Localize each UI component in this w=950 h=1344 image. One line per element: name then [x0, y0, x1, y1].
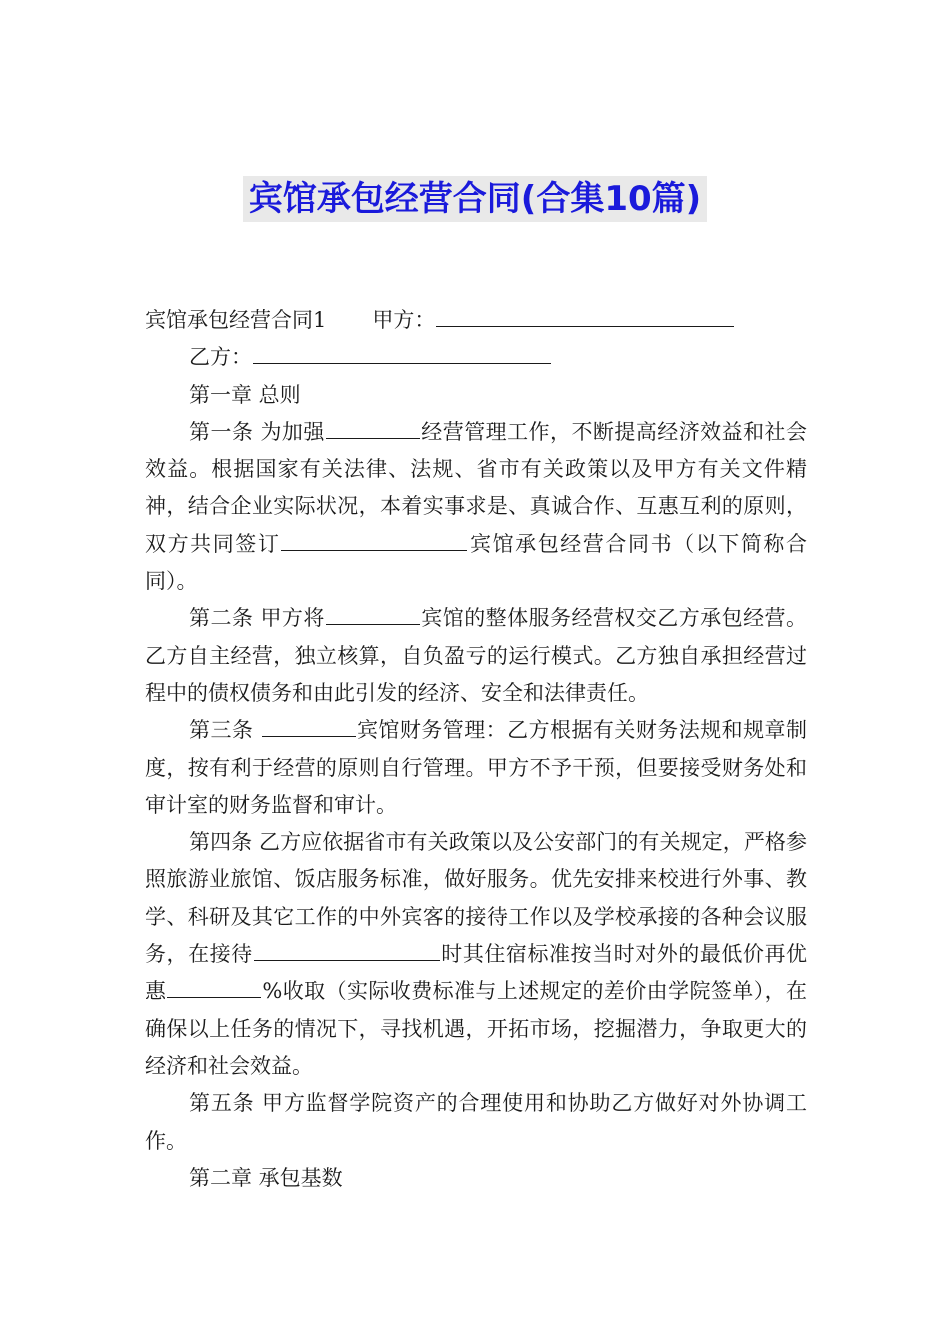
document-title: 宾馆承包经营合同(合集10篇) — [243, 176, 707, 222]
party-b-label: 乙方： — [189, 345, 252, 370]
article-2 — [145, 600, 807, 712]
article-1-blank-2 — [281, 528, 467, 551]
party-a-blank — [436, 304, 734, 327]
article-3-lead: 第三条 — [189, 718, 261, 743]
contract-label: 宾馆承包经营合同1 — [145, 308, 327, 332]
document-body — [145, 302, 807, 1197]
article-1-text: 经营管理工作，不断提高经济效益和社会效益。根据国家有关法律、法规、省市有关政策以及甲方有关文件精神，结合企业实际状况，本着实事求是、真诚合作、互惠互利的原则，双方共同签订 — [145, 419, 807, 556]
article-3-blank — [262, 714, 356, 737]
article-5-text: 第五条 甲方监督学院资产的合理使用和协助乙方做好对外协调工作。 — [145, 1091, 807, 1153]
article-1 — [145, 414, 807, 600]
article-3-text: 宾馆财务管理：乙方根据有关财务法规和规章制度，按有利于经营的原则自行管理。甲方不予干预，但要接受财务处和审计室的财务监督和审计。 — [145, 718, 808, 817]
article-4 — [145, 824, 807, 1085]
article-1-lead: 第一条 为加强 — [189, 419, 325, 444]
article-1-tail: 宾馆承包经营合同书（以下简称合同）。 — [145, 531, 808, 594]
article-4-text: %收取（实际收费标准与上述规定的差价由学院签单），在确保以上任务的情况下，寻找机遇，开拓市场，挖掘潜力，争取更大的经济和社会效益。 — [145, 979, 807, 1078]
party-b-line — [145, 339, 807, 376]
heading-line — [145, 302, 807, 339]
article-5 — [145, 1085, 807, 1160]
party-b-blank — [253, 341, 551, 364]
article-3 — [145, 712, 807, 824]
article-2-text: 宾馆的整体服务经营权交乙方承包经营。乙方自主经营，独立核算，自负盈亏的运行模式。乙方独自承担经营过程中的债权债务和由此引发的经济、安全和法律责任。 — [145, 606, 807, 705]
chapter-1-heading — [145, 377, 807, 414]
party-a-label: 甲方： — [372, 308, 436, 332]
article-2-lead: 第二条 甲方将 — [189, 606, 325, 631]
chapter-2-text: 第二章 承包基数 — [189, 1165, 343, 1190]
title-wrap — [0, 176, 950, 222]
chapter-1-text: 第一章 总则 — [189, 382, 301, 407]
article-2-blank — [326, 602, 420, 625]
chapter-2-heading — [145, 1160, 807, 1197]
article-4-blank-2 — [167, 975, 261, 998]
article-1-blank-1 — [326, 416, 420, 439]
article-4-blank-1 — [254, 938, 440, 961]
article-4-lead: 第四条 乙方应依据省市有关政策以及公安部门的有关规定，严格参照旅游业旅馆、饭店服务标准，做好服务。优先安排来校进行外事、教学、科研及其它工作的中外宾客的接待工作以及学校承接的各种会议服务，在接待 — [145, 830, 807, 967]
article-4-mid: 时其住宿标准按当时对外的最低价再优惠 — [145, 942, 808, 1004]
